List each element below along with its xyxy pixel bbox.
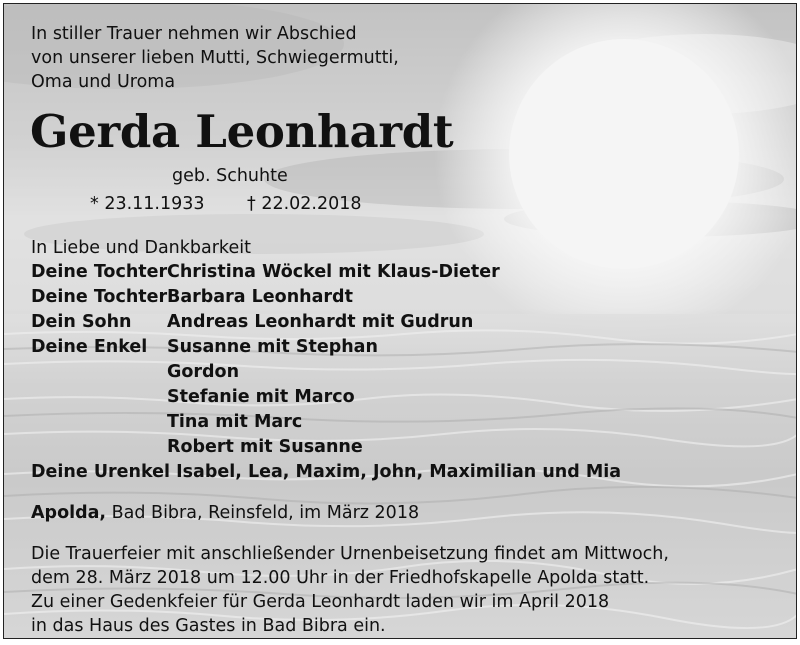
family-names: Barbara Leonhardt xyxy=(167,287,353,307)
relation-label: Deine Enkel xyxy=(31,337,148,357)
family-names: Robert mit Susanne xyxy=(167,437,363,457)
funeral-line-1: Die Trauerfeier mit anschließender Urnenbeisetzung findet am Mittwoch, xyxy=(31,544,669,564)
funeral-line-4: in das Haus des Gastes in Bad Bibra ein. xyxy=(31,616,386,636)
obituary-text xyxy=(4,4,797,639)
birth-date: * 23.11.1933 xyxy=(90,194,205,214)
family-names: Susanne mit Stephan xyxy=(167,337,378,357)
place-rest: Bad Bibra, Reinsfeld, im März 2018 xyxy=(111,503,420,523)
family-names: Tina mit Marc xyxy=(167,412,303,432)
funeral-line-3: Zu einer Gedenkfeier für Gerda Leonhardt laden wir im April 2018 xyxy=(31,592,610,612)
family-names: Christina Wöckel mit Klaus-Dieter xyxy=(167,262,500,282)
great-grandchildren: Deine Urenkel Isabel, Lea, Maxim, John, Maximilian und Mia xyxy=(31,462,622,482)
maiden-name: geb. Schuhte xyxy=(172,166,288,186)
intro-line-2: von unserer lieben Mutti, Schwiegermutti, xyxy=(31,48,399,68)
family-names: Gordon xyxy=(167,362,240,382)
family-heading: In Liebe und Dankbarkeit xyxy=(31,238,251,258)
family-names: Andreas Leonhardt mit Gudrun xyxy=(167,312,474,332)
intro-line-1: In stiller Trauer nehmen wir Abschied xyxy=(31,24,357,44)
deceased-name: Gerda Leonhardt xyxy=(30,105,454,158)
funeral-line-2: dem 28. März 2018 um 12.00 Uhr in der Friedhofskapelle Apolda statt. xyxy=(31,568,650,588)
obituary-card xyxy=(3,3,797,639)
family-names: Stefanie mit Marco xyxy=(167,387,355,407)
place-date xyxy=(31,501,419,525)
death-date: † 22.02.2018 xyxy=(247,194,362,214)
relation-label: Deine Tochter xyxy=(31,262,168,282)
relation-label: Dein Sohn xyxy=(31,312,132,332)
intro-line-3: Oma und Uroma xyxy=(31,72,176,92)
relation-label: Deine Tochter xyxy=(31,287,168,307)
place-main: Apolda, xyxy=(31,503,107,523)
